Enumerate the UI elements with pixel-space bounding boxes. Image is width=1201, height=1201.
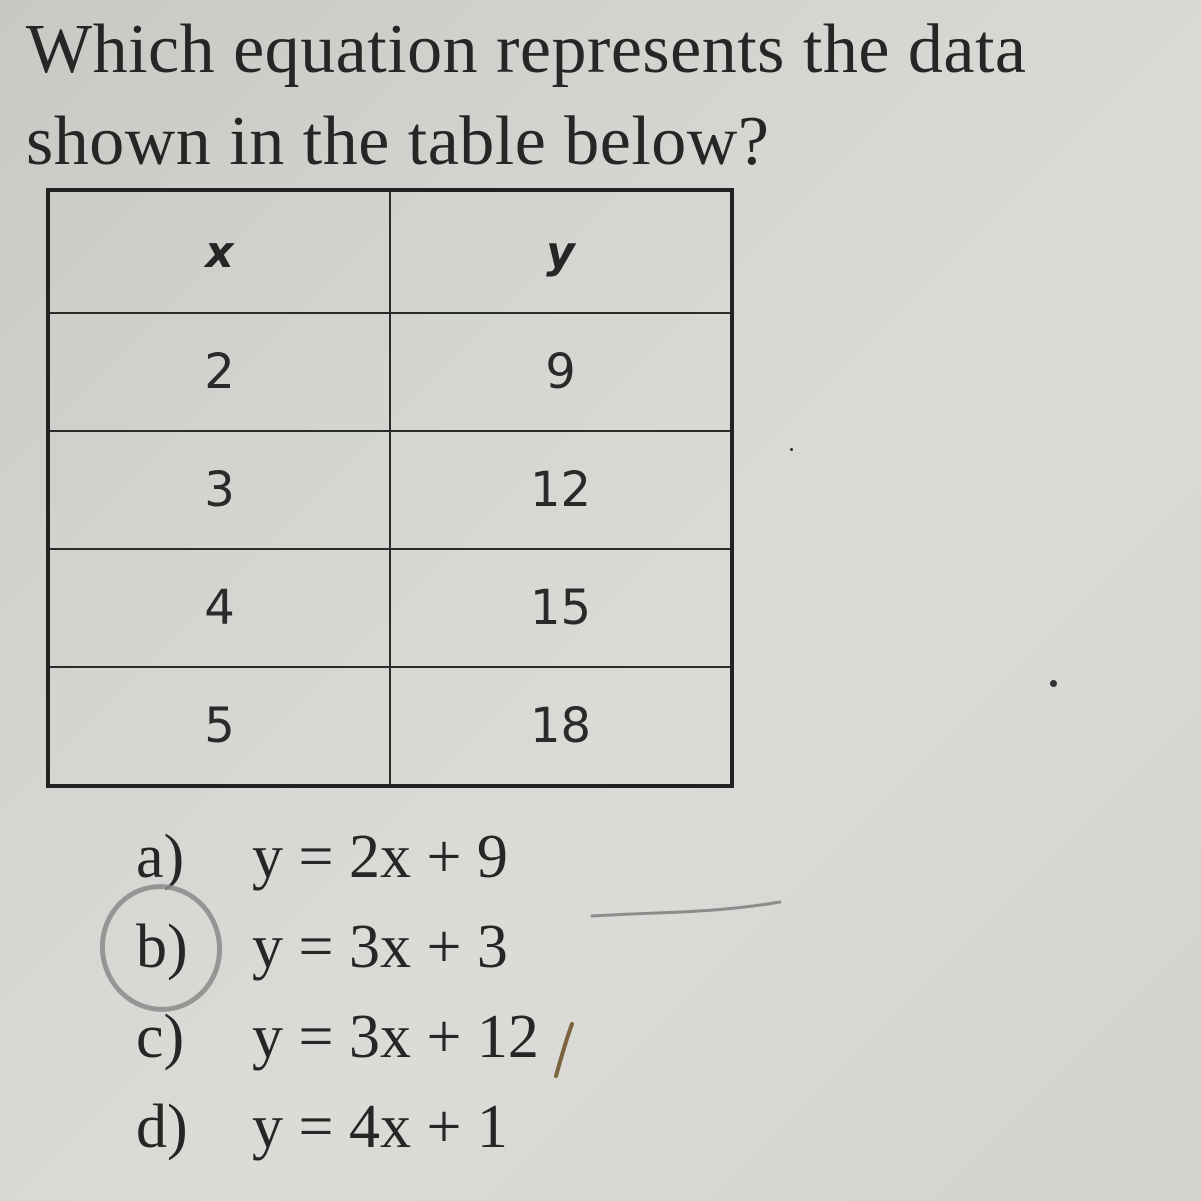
cell-y: 9	[390, 313, 732, 431]
choice-c[interactable]	[136, 992, 539, 1082]
cell-y: 15	[390, 549, 732, 667]
table-row	[48, 549, 732, 667]
pencil-line-mark	[590, 898, 782, 922]
cell-y: 18	[390, 667, 732, 786]
choice-letter: b)	[136, 913, 188, 981]
choice-letter: a)	[136, 823, 185, 891]
choice-letter: c)	[136, 1003, 185, 1071]
choice-a[interactable]	[136, 812, 539, 902]
question-line-1: Which equation represents the data	[26, 11, 1027, 88]
cell-x: 4	[48, 549, 390, 667]
cell-x: 3	[48, 431, 390, 549]
pen-tick-mark	[552, 1020, 578, 1080]
question-text	[26, 4, 1176, 188]
cell-y: 12	[390, 431, 732, 549]
choice-equation: y = 4x + 1	[252, 1093, 508, 1161]
choice-letter: d)	[136, 1093, 188, 1161]
choice-equation: y = 3x + 12	[252, 1003, 539, 1071]
cell-x: 5	[48, 667, 390, 786]
choice-equation: y = 2x + 9	[252, 823, 508, 891]
paper-speck	[790, 448, 793, 451]
table-row	[48, 313, 732, 431]
table-row	[48, 667, 732, 786]
table-header-row	[48, 190, 732, 313]
table-row	[48, 431, 732, 549]
choice-d[interactable]	[136, 1082, 539, 1172]
cell-x: 2	[48, 313, 390, 431]
header-x: x	[48, 190, 390, 313]
choice-equation: y = 3x + 3	[252, 913, 508, 981]
header-y: y	[390, 190, 732, 313]
data-table	[46, 188, 734, 788]
paper-speck	[1050, 680, 1057, 687]
question-line-2: shown in the table below?	[26, 103, 770, 180]
